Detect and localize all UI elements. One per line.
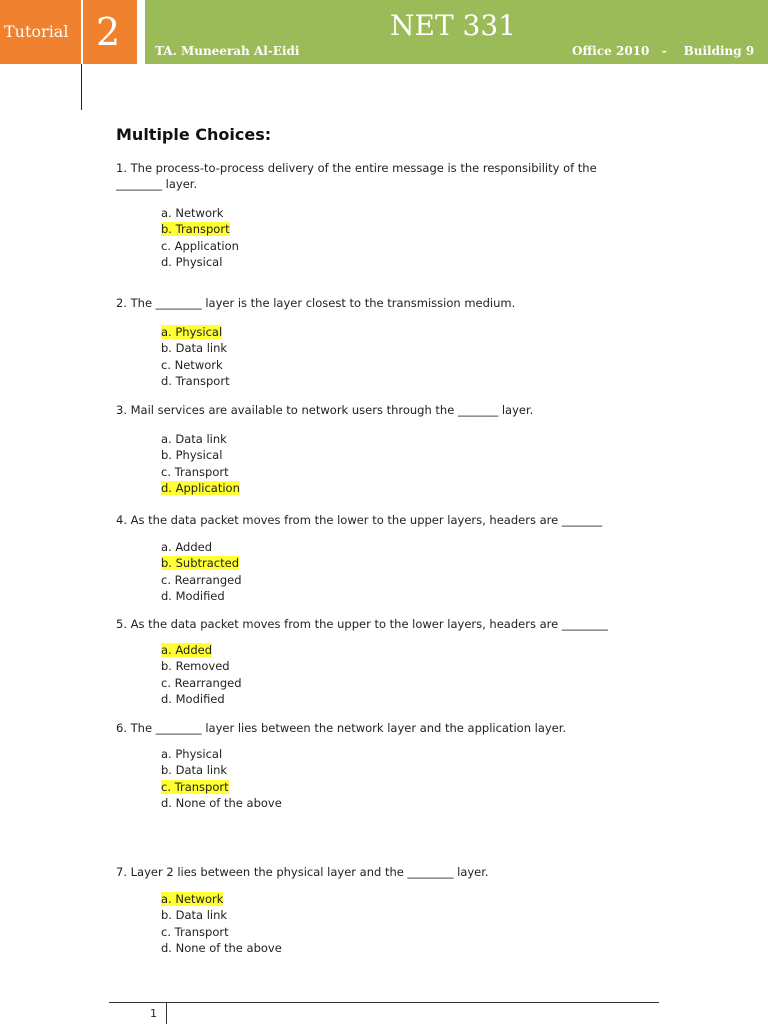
option-item: b. Data link [161,763,228,778]
option-item: a. Physical [161,747,223,761]
option-item-answer: d. Application [161,480,240,495]
question-1-text: 1. The process-to-process delivery of the entire message is the responsibility of the ________ layer. [116,161,597,191]
option-item-answer: a. Network [161,892,224,906]
question-5-options [161,642,242,707]
header-tutorial-block [0,0,137,64]
option-item: d. None of the above [161,940,282,955]
ta-name: TA. Muneerah Al-Eidi [155,44,300,58]
question-7-text: 7. Layer 2 lies between the physical layer and the ________ layer. [116,865,489,879]
option-item: a. Network [161,206,224,220]
question-1-options [161,205,239,270]
option-item: b. Removed [161,659,230,674]
option-item: c. Rearranged [161,675,242,690]
option-item: c. Application [161,238,239,253]
option-item: c. Transport [161,924,229,939]
course-title: NET 331 [390,9,516,42]
option-item: c. Transport [161,464,229,479]
option-item: d. Modified [161,691,225,706]
option-item-answer: a. Physical [161,325,223,339]
option-item: b. Data link [161,908,228,923]
option-item: a. Added [161,540,212,554]
question-6-options [161,746,282,811]
option-item: d. Transport [161,373,230,388]
tutorial-number: 2 [96,10,121,54]
option-item: d. None of the above [161,795,282,810]
option-item: d. Modified [161,588,225,603]
option-item-answer: c. Transport [161,779,229,794]
question-7-options [161,891,282,956]
question-6-text: 6. The ________ layer lies between the network layer and the application layer. [116,721,567,735]
option-item: c. Rearranged [161,572,242,587]
page-number: 1 [150,1007,157,1020]
question-3-options [161,431,240,496]
question-5-text: 5. As the data packet moves from the upper to the lower layers, headers are ________ [116,617,608,631]
option-item-answer: b. Transport [161,222,230,237]
question-4-text: 4. As the data packet moves from the lower to the upper layers, headers are _______ [116,513,603,527]
option-item-answer: b. Subtracted [161,556,239,571]
option-item: d. Physical [161,254,223,269]
question-4-options [161,539,242,604]
question-2-options [161,324,230,389]
question-3-text: 3. Mail services are available to network users through the _______ layer. [116,403,534,417]
option-item: c. Network [161,357,223,372]
option-item: a. Data link [161,432,227,446]
tutorial-label: Tutorial [4,22,69,41]
footer-rule [109,1002,659,1003]
footer-divider [166,1002,167,1024]
question-2-text: 2. The ________ layer is the layer closest to the transmission medium. [116,296,516,310]
section-heading: Multiple Choices: [116,125,272,144]
office-info: Office 2010 - Building 9 [572,44,755,58]
option-item-answer: a. Added [161,643,212,657]
header-divider-lower [81,64,82,110]
option-item: b. Data link [161,341,228,356]
option-item: b. Physical [161,448,223,463]
